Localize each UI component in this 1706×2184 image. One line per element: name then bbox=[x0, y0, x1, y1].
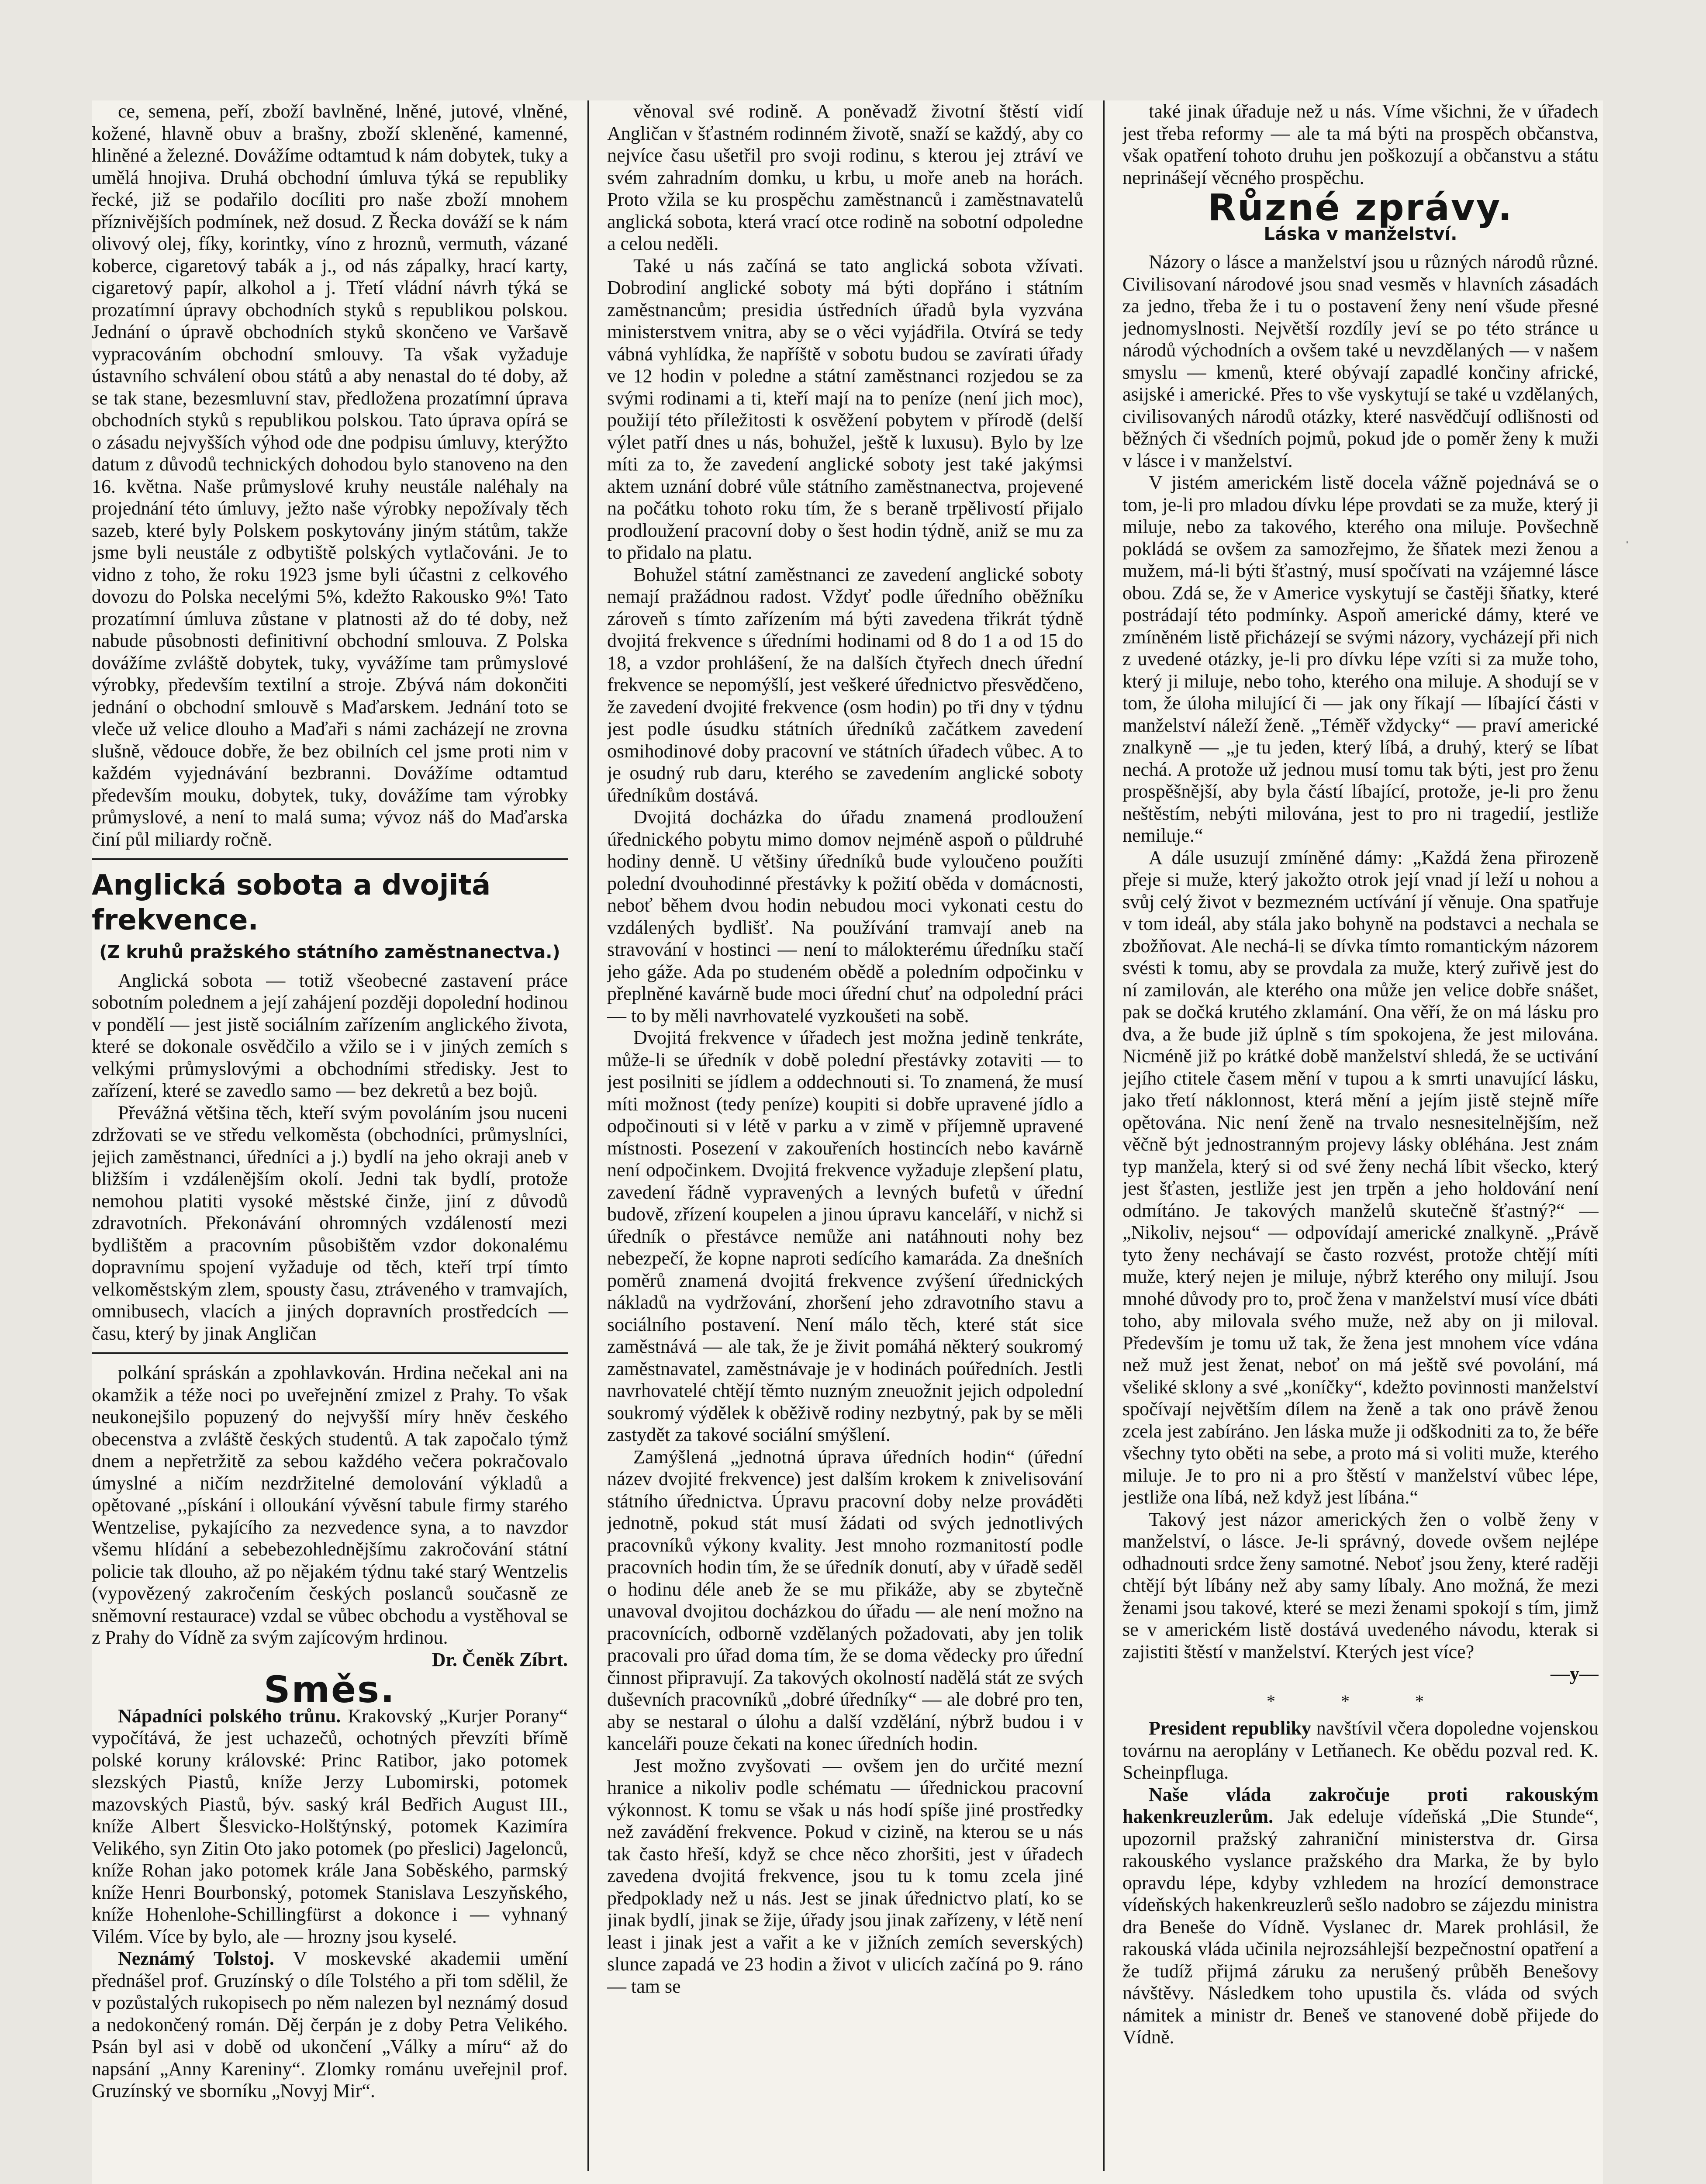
news-item-title: Nápadníci polského trůnu. bbox=[118, 1705, 341, 1727]
column-left bbox=[92, 100, 568, 2171]
paragraph: Dvojitá frekvence v úřadech jest možna jedině tenkráte, může-li se úředník v době polední přestávky zotaviti — to jest posilniti se jídlem a oddechnouti si. To znamená, že musí míti možnost (tedy peníze) koupiti si dobře upravené jídlo a odpočinouti si v létě v parku a v zimě v příjemně upravené místnosti. Posezení v zakouřeních hostincích nebo kavárně není odpočinkem. Dvojitá frekvence vyžaduje zlepšení platu, zavedení řádně vypravených a levných bufetů v úřední budově, zřízení koupelen a jinou úpravu kanceláří, v nichž si úředník o přestávce nemůže ani natáhnouti nohy bez nebezpečí, že kopne naproti sedícího kamaráda. Za dnešních poměrů znamená dvojitá frekvence zvýšení úřednických nákladů na vydržování, zhoršení jeho zdravotního stavu a sociálního postavení. Není málo těch, které stát sice zaměstnává — ale tak, že je živit pomáhá některý soukromý zaměstnavatel, zaměstnávaje je v hodinách poúředních. Jestli navrhovatelé chtějí těmto nuzným zneuožnit jejich odpolední soukromý výdělek k oběživě rodiny nezbytný, pak by se měli zastydět za takové sociální smýšlení. bbox=[607, 1027, 1083, 1445]
article-byline: —y— bbox=[1551, 1663, 1599, 1684]
column-rule bbox=[1103, 100, 1105, 2171]
news-item-title: Neznámý Tolstoj. bbox=[118, 1948, 274, 1969]
news-item bbox=[1122, 1717, 1599, 1784]
paragraph: také jinak úřaduje než u nás. Víme všichni, že v úřadech jest třeba reformy — ale ta má býti na prospěch občanstva, však opatření tohoto druhu jen poškozují a občanstvu a státu neprinášejí věcného prospěchu. bbox=[1122, 100, 1599, 188]
news-item-title: Naše vláda zakročuje proti rakouským hakenkreuzlerům. bbox=[1122, 1783, 1599, 1827]
paragraph: věnoval své rodině. A poněvadž životní štěstí vidí Angličan v šťastném rodinném životě, snaží se každý, aby co nejvíce času ušetřil pro svoji rodinu, s kterou jej ztráví ve svém zahradním domku, u krbu, u moře aneb na horách. Proto vžila se ku prospěchu zaměstnanců i zaměstnavatelů anglická sobota, která vrací otce rodině na sobotní odpoledne a celou neděli. bbox=[607, 100, 1083, 254]
paragraph: Také u nás začíná se tato anglická sobota vžívati. Dobrodiní anglické soboty má býti dopřáno i státním zaměstnancům; presidia ústředních úřadů byla vyzvána ministerstvem vnitra, aby se o věci vyjádřila. Otvírá se tedy vábná vyhlídka, že napříště v sobotu budou se zavírati úřady ve 12 hodin v poledne a státní zaměstnanci rozjedou se za svými rodinami a ti, kteří mají na to peníze (není jich moc), použijí této příležitosti k osvěžení pobytem v přírodě (delší výlet patří dnes u nás, bohužel, ještě k luxusu). Bylo by lze míti za to, že zavedení anglické soboty jest také jakýmsi aktem uznání dobré vůle státního zaměstnanectva, projevené na počátku tohoto roku tím, že s beraně trpělivostí přijalo prodloužení pracovní doby o šest hodin týdně, aniž se mu za to přidalo na platu. bbox=[607, 255, 1083, 563]
paragraph: Zamýšlená „jednotná úprava úředních hodin“ (úřední název dvojité frekvence) jest dalším krokem k znivelisování státního úřednictva. Úpravu pracovní doby nelze prováděti jednotně, pokud stát musí žádati od svých jednotlivých pracovníků výkony kvality. Jest mnoho rozmanitostí podle pracovních hodin tím, že se úředník donutí, aby v úřadě seděl o hodinu déle aneb že se mu přikáže, aby se zbytečně unavoval dvojitou docházkou do úřadu — ale není možno na pracovnících, odborně vzdělaných požadovati, aby jen tolik pracovali pro úřad doma tím, že se doma vědecky pro úřední činnost připravují. Za takových okolností nadělá stát ze svých duševních pracovníků „dobré úředníky“ — ale dobré pro ten, aby se nestaral o úlohu a další vzdělání, nýbrž budou i v kanceláři pouze čekati na konec úředních hodin. bbox=[607, 1446, 1083, 1754]
news-item-text: V moskevské akademii umění přednášel prof. Gruzínský o díle Tolstého a při tom sdělil, že v pozůstalých rukopisech po něm nalezen byl neznámý dosud a nedokončený román. Děj čerpán je z doby Petra Velikého. Psán byl asi v době od ukončení „Války a míru“ až do napsání „Anny Kareniny“. Zlomky románu uveřejnil prof. Gruzínský ve sborníku „Novyj Mir“. bbox=[92, 1948, 568, 2101]
article-trade-treaties-text: ce, semena, peří, zboží bavlněné, lněné, jutové, vlněné, kožené, hlavně obuv a brašny, zboží skleněné, kamenné, hliněné a železné. Dovážíme odtamtud k nám dobytek, tuky a umělá hnojiva. Druhá obchodní úmluva týká se republiky řecké, již se podařilo docíliti pro naše zboží mnohem příznivějších podmínek, než dosud. Z Řecka dováží se k nám olivový olej, fíky, korintky, víno z hroznů, vermuth, vázané koberce, cigaretový tabák a j., od nás zápalky, hrací karty, cigaretový papír, alkohol a j. Třetí vládní návrh týká se prozatímní úpravy obchodních styků s republikou polskou. Jednání o úpravě obchodních styků skončeno ve Varšavě vypracováním obchodní smlouvy. Ta však vyžaduje ústavního schválení obou států a aby nenastal do té doby, až se tak stane, bezesmluvní stav, předložena prozatímní úprava obchodních styků s republikou polskou. Tato úprava opírá se o zásadu nejvyšších výhod ode dne podpisu úmluvy, kterýžto datum z důvodů technických dohodou bylo stanoveno na den 16. května. Naše průmyslové kruhy neustále naléhaly na projednání této úmluvy, ježto naše výrobky nepožívaly těch sazeb, které byly Polskem poskytovány jiným státům, takže jsme byli neustále z odbytiště polských vytlačováni. Je to vidno z toho, že roku 1923 jsme byli účastni z celkového dovozu do Polska necelými 5%, kdežto Rakousko 9%! Tato prozatímní úmluva zůstane v platnosti až do té doby, než nabude působnosti definitivní obchodní smlouva. Z Polska dovážíme zvláště dobytek, tuky, vyvážíme tam průmyslové výrobky, především textilní a stroje. Zbývá nám dokončiti jednání o obchodní smlouvě s Maďarskem. Jednání toto se vleče už velice dlouho a Maďaři s námi zacházejí ne zrovna slušně, vědouce dobře, že bez obilních cel jsme proti nim v každém vyjednávání bezbranni. Dovážíme odtamtud především mouku, dobytek, tuky, dovážíme tam výrobky průmyslové, a není to malá suma; vývoz náš do Maďarska činí půl miliardy ročně. bbox=[92, 100, 568, 850]
paragraph: Takový jest názor amerických žen o volbě ženy v manželství, o lásce. Je-li správný, dovede ovšem nejlépe odhadnouti srdce ženy samotné. Neboť jsou ženy, které raději chtějí být líbány než aby samy líbaly. Ano možná, že mezi ženami jsou takové, které se mezi ženami spokojí s tím, jimž se v americkém listě dostává uvedeného návodu, kterak si zajistiti štěstí v manželství. Kterých jest více? bbox=[1122, 1508, 1599, 1662]
section-title-ruzne-zpravy: Různé zprávy. bbox=[1208, 186, 1513, 229]
paragraph: V jistém americkém listě docela vážně pojednává se o tom, je-li pro mladou dívku lépe provdati se za muže, který ji miluje, nebo za takového, kterého ona miluje. Povšechně pokládá se ovšem za samozřejmo, že šňatek mezi ženou a mužem, má-li býti šťastný, musí spočívati na vzájemné lásce obou. Zdá se, že v Americe vyskytují se častěji šňatky, které postrádají této podmínky. Aspoň americké dámy, které ve zmíněném listě přicházejí se svými názory, vycházejí při nich z uvedené otázky, je-li pro dívku lépe vzíti si za muže toho, který ji miluje, nebo toho, kterého ona miluje. A shodují se v tom, že úloha milující či — jak ony říkají — líbající části v manželství náleží ženě. „Téměř vždycky“ — praví americké znalkyně — „je tu jeden, který líbá, a druhý, který se líbat nechá. A protože už jednou musí tomu tak býti, jest pro ženu prospěšnější, aby byla částí líbající, protože, je-li pro ženu neštěstím, nebýti milována, jest to pro ni tragedií, jestliže nemiluje.“ bbox=[1122, 472, 1599, 846]
news-item bbox=[92, 1948, 568, 2102]
column-right bbox=[1122, 100, 1599, 2171]
column-middle bbox=[607, 100, 1083, 2171]
news-item bbox=[92, 1705, 568, 1948]
newspaper-page bbox=[92, 100, 1603, 2184]
column-rule bbox=[587, 100, 589, 2171]
article-subtitle: (Z kruhů pražského státního zaměstnanectva.) bbox=[99, 942, 560, 962]
paragraph: polkání spráskán a zpohlavkován. Hrdina nečekal ani na okamžik a téže noci po uveřejnění zmizel z Prahy. To však neukonejšilo popuzený do nejvyšší míry hněv českého obecenstva a zvláště českých studentů. A tak započalo týmž dnem a nepřetržitě za sebou každého večera pokračovalo úmyslné a ničím nezdržitelné demolování výkladů a opětované ,,pískání i olloukání vývěsní tabule firmy starého Wentzelise, pykajícího za nezvedence syna, a to navzdor všemu hlídání a sebebezohlednějšímu zakročování státní policie tak dlouho, až po nějakém týdnu také starý Wentzelis (vypovězený zakročením českých poslanců současně ze sněmovní restaurace) vzdal se vůbec obchodu a vystěhoval se z Prahy do Vídně za svým zajícovým hrdinou. bbox=[92, 1362, 568, 1648]
paragraph: A dále usuzují zmíněné dámy: „Každá žena přirozeně přeje si muže, který jakožto otrok její vnad jí leží u nohou a svůj celý život v bezmezném uctívání jí věnuje. Ona spatřuje v tom ideál, aby stála jako bohyně na podstavci a nechala se zbožňovat. Ale nechá-li se dívka tímto romantickým názorem svésti k tomu, aby se provdala za muže, který zuřivě jest do ní zamilován, ale kterého ona může jen velice dobře snášet, pak se dočká krutého zklamání. Ona věří, že on má lásku pro dva, a že bude již úplně s tím spokojena, že jest milována. Nicméně již po krátké době manželství shledá, že se uctivání jejího ctitele časem mění v tupou a k smrti unavující lásku, jako třetí náklonnost, která mění a jejím jistě stejně míře opětována. Nic není ženě na trvalo nesnesitelnějším, než věčně být jednostranným projevy lásky obléhána. Jest znám typ manžela, který si od své ženy nechá líbit všecko, který jest šťasten, jestliže jest jen trpěn a jeho holdování není odmítáno. Je takových manželů skutečně šťastný?“ — „Nikoliv, nejsou“ — odpovídají americké znalkyně. „Právě tyto ženy nechávají se často rozvést, protože chtějí míti muže, který nejen je miluje, nýbrž kterého ony milují. Jsou mnohé důvody pro to, proč žena v manželství musí více dbáti toho, aby milovala svého muže, než aby on ji miloval. Především je tomu už tak, že žena jest mnohem více vdána než muž jest ženat, neboť on má ještě své povolání, má všeliké sklony a své „koníčky“, kdežto povinnosti manželství spočívají největším dílem na ženě a tak ono právě ženou zcela jest zabíráno. Jen láska muže ji odškodniti za to, že béře všechny tyto oběti na sebe, a proto má si voliti muže, kterého miluje. Je to pro ni a pro štěstí v manželství vůbec lépe, jestliže ona líbá, než když jest líbána.“ bbox=[1122, 847, 1599, 1508]
paragraph: Názory o lásce a manželství jsou u různých národů různé. Civilisovaní národové jsou snad vesměs v hlavních zásadách za jedno, třeba že i tu o postavení ženy není všude přesné jednomyslnosti. Největší rozdíly jeví se po této stránce u národů východních a ovšem také u nevzdělaných — v našem smyslu — kmenů, které obývají zapadlé končiny africké, asijské i americké. Přes to vše vyskytují se také u vzdělaných, civilisovaných národů otázky, které nasvědčují odlišnosti od běžných či všedních pojmů, pokud jde o poměr ženy k muži v lásce i v manželství. bbox=[1122, 251, 1599, 471]
news-item-text: navštívil včera dopoledne vojenskou továrnu na aeroplány v Letňanech. Ke obědu pozval red. K. Scheinpfluga. bbox=[1122, 1717, 1599, 1783]
paragraph: Převážná většina těch, kteří svým povoláním jsou nuceni zdržovati se ve středu velkoměsta (obchodníci, průmyslníci, jejich zaměstnanci, úředníci a j.) bydlí na jeho okraji aneb v bližším i vzdálenějším okolí. Jedni tak bydlí, protože nemohou platiti vysoké městské činže, jiní z důvodů zdravotních. Překonávání ohromných vzdáleností mezi bydlištěm a pracovním působištěm vzdor dokonalému dopravnímu spojení vyžaduje od těch, kteří trpí tímto velkoměstským zlem, spousty času, ztráveného v tramvajích, omnibusech, vlacích a jiných dopravních prostředcích — času, který by jinak Angličan bbox=[92, 1102, 568, 1344]
article-title-love-in-marriage: Láska v manželství. bbox=[1264, 224, 1457, 244]
article-title-english-saturday: Anglická sobota a dvojitá frekvence. bbox=[92, 869, 491, 936]
news-item-title: President republiky bbox=[1149, 1717, 1311, 1739]
section-title-smes: Směs. bbox=[264, 1668, 396, 1711]
section-separator-stars: * * * bbox=[1267, 1691, 1454, 1711]
paragraph: Dvojitá docházka do úřadu znamená prodloužení úřednického pobytu mimo domov nejméně aspoň o půldruhé hodiny denně. U většiny úředníků bude vyloučeno použíti polední dvouhodinné přestávky k požití oběda v domácnosti, neboť během dvou hodin nebudou moci vykonati cestu do vzdálených bydlišť. Na používání tramvají aneb na stravování v hostinci — není to málokterému úředníku stačí jeho gáže. Ada po studeném obědě a poledním odpočinku v přeplněné kavárně bude moci úřední chuť na odpolední práci — to by měli navrhovatelé vyzkoušeti na sobě. bbox=[607, 806, 1083, 1026]
margin-mark: · bbox=[1625, 533, 1630, 552]
paragraph: Jest možno zvyšovati — ovšem jen do určité mezní hranice a nikoliv podle schématu — úřednickou pracovní výkonnost. K tomu se však u nás hodí spíše jiné prostředky než zavádění frekvence. Pokud v cizině, na kterou se u nás tak často hřeší, když se chce něco zhoršiti, jest v úřadech zavedena dvojitá frekvence, jsou tu k tomu zcela jiné předpoklady než u nás. Jest se jinak úřednictvo platí, ko se jinak bydlí, jinak se žije, úřady jsou jinak zařízeny, v létě není least i jinak jest a vařit a ke v jižních zemích severských) slunce zapadá ve 23 hodin a život v ulicích začíná po 9. ráno — tam se bbox=[607, 1755, 1083, 1997]
news-item bbox=[1122, 1784, 1599, 2049]
paragraph: Bohužel státní zaměstnanci ze zavedení anglické soboty nemají pražádnou radost. Vždyť podle úředního oběžníku zároveň s tímto zařízením má býti zavedena třikrát týdně dvojitá frekvence s úředními hodinami od 8 do 1 a od 15 do 18, a vzdor prohlášení, že na dalších čtyřech dnech úřední frekvence se nepomýšlí, jest veškeré úřednictvo přesvědčeno, že zavedení dvojité frekvence (osm hodin) po tři dny v týdnu jest podle úsudku státních úředníků začátkem zavedení osmihodinové doby pracovní ve státních úřadech vůbec. A to je osudný rub daru, kterého se zavedením anglické soboty úředníkům dostává. bbox=[607, 563, 1083, 806]
paragraph: Anglická sobota — totiž všeobecné zastavení práce sobotním polednem a její zahájení později dopolední hodinou v pondělí — jest jistě sociálním zařízením anglického života, které se dokonale osvědčilo a vžilo se i v jiných zemích s velkými průmyslovými a obchodními středisky. Jest to zařízení, které se zavedlo samo — bez dekretů a bez bojů. bbox=[92, 969, 568, 1101]
news-item-text: Krakovský „Kurjer Porany“ vypočítává, že jest uchazečů, ochotných převzíti břímě polské koruny královské: Princ Ratibor, jako potomek slezských Piastů, kníže Jerzy Lubomirski, potomek mazovských Piastů, býv. saský král Bedřich August III., kníže Albert Šlesvicko-Holštýnský, potomek Kazimíra Velikého, syn Zitin Oto jako potomek (po přeslici) Jagelonců, kníže Rohan jako potomek krále Jana Soběského, parmský kníže Henri Bourbonský, potomek Stanislava Leszyňského, kníže Hohenlohe-Schillingfürst a dokonce i — vyhnaný Vilém. Více by bylo, ale — hrozny jsou kyselé. bbox=[92, 1705, 568, 1947]
news-item-text: Jak edeluje vídeňská „Die Stunde“, upozornil pražský zahraniční ministerstva dr. Girsa rakouského vyslance pražského dra Marka, že by bylo opravdu lépe, kdyby vzhledem na hrozící demonstrace vídeňských hakenkreuzlerů sešlo nadobro se zájezdu ministra dra Beneše do Vídně. Vyslanec dr. Marek prohlásil, že rakouská vláda učinila nejrozsáhlejší bezpečnostní opatření a že tudíž přijmá záruku za nerušený průběh Benešovy návštěvy. Následkem toho upustila čs. vláda od svých námitek a ministr dr. Beneš ve stanovené době přijede do Vídně. bbox=[1122, 1806, 1599, 2048]
article-byline: Dr. Čeněk Zíbrt. bbox=[432, 1648, 568, 1670]
divider bbox=[92, 1352, 568, 1354]
divider bbox=[92, 858, 568, 860]
